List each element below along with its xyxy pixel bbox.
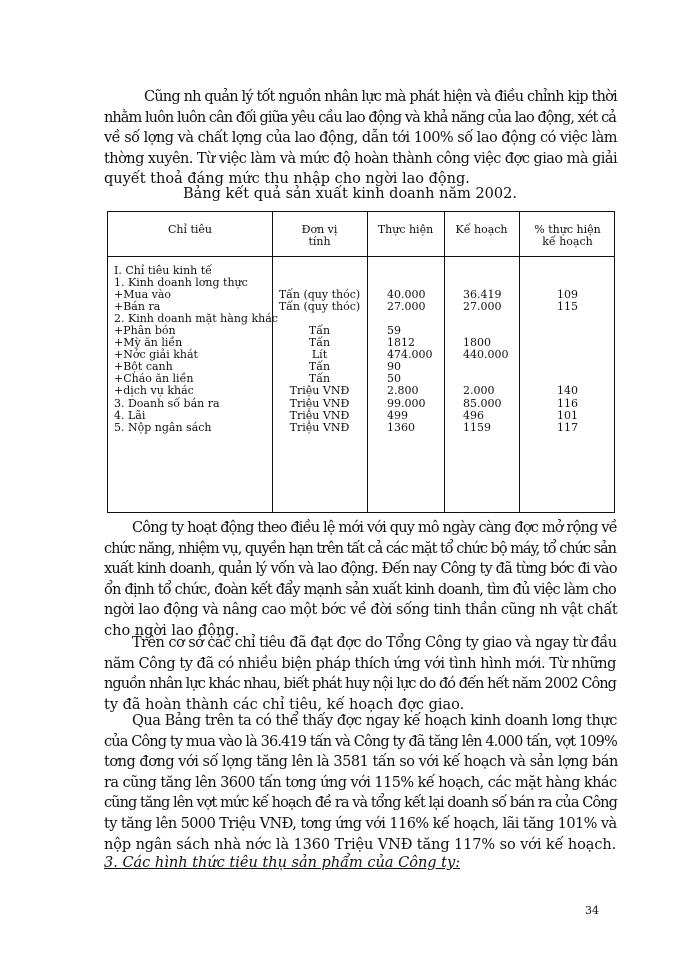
table-cell bbox=[519, 325, 616, 337]
table-cell: 5. Nộp ngân sách bbox=[114, 420, 212, 434]
table-cell: +Phân bón bbox=[114, 324, 176, 338]
paragraph-line: ty tăng lên 5000 Triệu VNĐ, tơng ứng với 116% kế hoạch, lãi tăng 101% và bbox=[104, 815, 617, 832]
table-cell: 59 bbox=[387, 324, 401, 338]
table-cell: 496 bbox=[463, 408, 484, 422]
paragraph-line: ngời lao động và nâng cao một bớc về đời sống tinh thần cũng nh vật chất bbox=[104, 602, 618, 619]
table-cell: 27.000 bbox=[463, 300, 502, 314]
table-cell: Triệu VNĐ bbox=[289, 396, 350, 410]
page-number: 34 bbox=[585, 904, 599, 917]
paragraph-line: thờng xuyên. Từ việc làm và mức độ hoàn thành công việc đợc giao mà giải bbox=[104, 150, 618, 167]
table-cell: 1800 bbox=[463, 336, 491, 350]
column-ke-hoach bbox=[463, 265, 519, 434]
results-table bbox=[107, 211, 615, 513]
paragraph-line: Trên cơ sở các chỉ tiêu đã đạt đợc do Tổng Công ty giao và ngay từ đầu bbox=[132, 635, 617, 651]
table-cell bbox=[519, 313, 616, 325]
paragraph-line: nhằm luôn luôn cân đối giữa yêu cầu lao động và khả năng của lao động, xét cả bbox=[104, 109, 616, 126]
paragraph-line: năm Công ty đã có nhiều biện pháp thích ứng với tình hình mới. Từ những bbox=[104, 655, 616, 672]
table-cell: 440.000 bbox=[463, 348, 509, 362]
table-cell: Tấn bbox=[308, 360, 331, 374]
table-cell: 1360 bbox=[387, 420, 415, 434]
table-cell: Triệu VNĐ bbox=[289, 420, 350, 434]
table-cell: I. Chỉ tiêu kinh tế bbox=[114, 264, 212, 277]
header-chi-tieu: Chỉ tiêu bbox=[167, 223, 213, 236]
header-pct: % thực hiện kế hoạch bbox=[534, 223, 601, 248]
table-cell: Tấn (quy thóc) bbox=[278, 288, 361, 302]
table-cell: +Bột canh bbox=[114, 360, 173, 374]
table-cell bbox=[519, 361, 616, 373]
table-cell bbox=[463, 361, 519, 373]
table-cell: 36.419 bbox=[463, 288, 502, 302]
paragraph-line: nguồn nhân lực khác nhau, biết phát huy nội lực do đó đến hết năm 2002 Công bbox=[104, 676, 616, 693]
table-cell: Tấn bbox=[308, 336, 331, 350]
table-cell bbox=[272, 265, 367, 277]
header-thuc-hien: Thực hiện bbox=[377, 223, 434, 236]
table-cell: 474.000 bbox=[387, 348, 433, 362]
table-cell: +Mua vào bbox=[114, 288, 172, 302]
paragraph-line: chức năng, nhiệm vụ, quyền hạn trên tất cả các mặt tổ chức bộ máy, tổ chức sản bbox=[104, 540, 616, 557]
table-cell: Triệu VNĐ bbox=[289, 408, 350, 422]
table-cell bbox=[519, 265, 616, 277]
paragraph-line: Cũng nh quản lý tốt nguồn nhân lực mà phát hiện và điều chỉnh kịp thời bbox=[144, 89, 617, 105]
paragraph-line: của Công ty mua vào là 36.419 tấn và Công ty đã tăng lên 4.000 tấn, vợt 109% bbox=[104, 733, 617, 750]
table-cell: 115 bbox=[557, 300, 578, 314]
table-cell: 140 bbox=[557, 384, 578, 398]
table-cell: Tấn bbox=[308, 324, 331, 338]
table-cell: +Cháo ăn liền bbox=[114, 372, 194, 386]
table-cell: 109 bbox=[557, 288, 578, 302]
table-cell: 1. Kinh doanh lơng thực bbox=[114, 276, 248, 290]
column-pct bbox=[519, 265, 616, 434]
paragraph-line: nộp ngân sách nhà nớc là 1360 Triệu VNĐ tăng 117% so với kế hoạch. bbox=[104, 836, 617, 853]
table-cell: Tấn bbox=[308, 372, 331, 386]
table-cell: 2. Kinh doanh mặt hàng khác bbox=[114, 312, 278, 326]
column-thuc-hien bbox=[387, 265, 447, 434]
table-cell: 116 bbox=[557, 396, 578, 410]
table-cell: 2.800 bbox=[387, 384, 419, 398]
column-chi-tieu bbox=[114, 265, 284, 434]
table-cell: Tấn (quy thóc) bbox=[278, 300, 361, 314]
table-cell: 1812 bbox=[387, 336, 415, 350]
paragraph-line: về số lợng và chất lợng của lao động, dẫn tới 100% số lao động có việc làm bbox=[104, 130, 618, 147]
table-cell bbox=[463, 313, 519, 325]
table-cell bbox=[519, 349, 616, 361]
paragraph-line: cũng tăng lên vợt mức kế hoạch đề ra và tổng kết lại doanh số bán ra của Công bbox=[104, 795, 617, 812]
table-cell bbox=[519, 337, 616, 349]
table-cell: 85.000 bbox=[463, 396, 502, 410]
table-cell: 2.000 bbox=[463, 384, 495, 398]
table-cell bbox=[463, 265, 519, 277]
table-cell: +Nớc giải khát bbox=[114, 348, 198, 362]
table-cell: 101 bbox=[557, 408, 578, 422]
paragraph-analysis bbox=[104, 711, 616, 855]
paragraph-line: xuất kinh doanh, quản lý vốn và lao động. Đến nay Công ty đã từng bớc đi vào bbox=[104, 561, 617, 578]
paragraph-line: ổn định tổ chức, đoàn kết đẩy mạnh sản xuất kinh doanh, tìm đủ việc làm cho bbox=[104, 581, 616, 598]
table-cell: 27.000 bbox=[387, 300, 426, 314]
paragraph-line: ty đã hoàn thành các chỉ tiêu, kế hoạch đợc giao. bbox=[104, 696, 465, 713]
paragraph-intro bbox=[104, 87, 616, 190]
table-cell: 40.000 bbox=[387, 288, 426, 302]
table-cell: 1159 bbox=[463, 420, 491, 434]
paragraph-line: ra cũng tăng lên 3600 tấn tơng ứng với 115% kế hoạch, các mặt hàng khác bbox=[104, 774, 617, 791]
section-heading: 3. Các hình thức tiêu thụ sản phẩm của Công ty: bbox=[104, 855, 461, 871]
table-cell bbox=[387, 265, 447, 277]
paragraph-line: Công ty hoạt động theo điều lệ mới với quy mô ngày càng đợc mở rộng về bbox=[132, 520, 617, 536]
table-cell: +dịch vụ khác bbox=[114, 384, 194, 398]
table-caption: Bảng kết quả sản xuất kinh doanh năm 2002. bbox=[183, 186, 517, 202]
paragraph-operations bbox=[104, 518, 616, 642]
table-cell: 50 bbox=[387, 372, 401, 386]
table-cell: 99.000 bbox=[387, 396, 426, 410]
table-cell: 4. Lãi bbox=[114, 408, 146, 422]
header-ke-hoach: Kế hoạch bbox=[455, 223, 508, 236]
paragraph-line: tơng đơng với số lợng tăng lên là 3581 tấn so với kế hoạch và sản lợng bán bbox=[104, 754, 618, 771]
column-don-vi bbox=[272, 265, 367, 434]
paragraph-line: quyết thoả đáng mức thu nhập cho ngời lao động. bbox=[104, 171, 470, 188]
table-cell: Triệu VNĐ bbox=[289, 384, 350, 398]
paragraph-line: cho ngời lao động. bbox=[104, 622, 240, 639]
table-cell: 117 bbox=[557, 420, 578, 434]
table-cell: +Bán ra bbox=[114, 300, 161, 314]
table-cell: 499 bbox=[387, 408, 408, 422]
table-cell: Lít bbox=[311, 348, 328, 362]
table-cell: +Mỳ ăn liền bbox=[114, 336, 183, 350]
header-don-vi: Đơn vị tính bbox=[301, 223, 338, 248]
paragraph-targets bbox=[104, 633, 616, 715]
table-cell: 3. Doanh số bán ra bbox=[114, 396, 220, 410]
table-cell: 90 bbox=[387, 360, 401, 374]
paragraph-line: Qua Bảng trên ta có thể thấy đợc ngay kế hoạch kinh doanh lơng thực bbox=[132, 713, 617, 729]
